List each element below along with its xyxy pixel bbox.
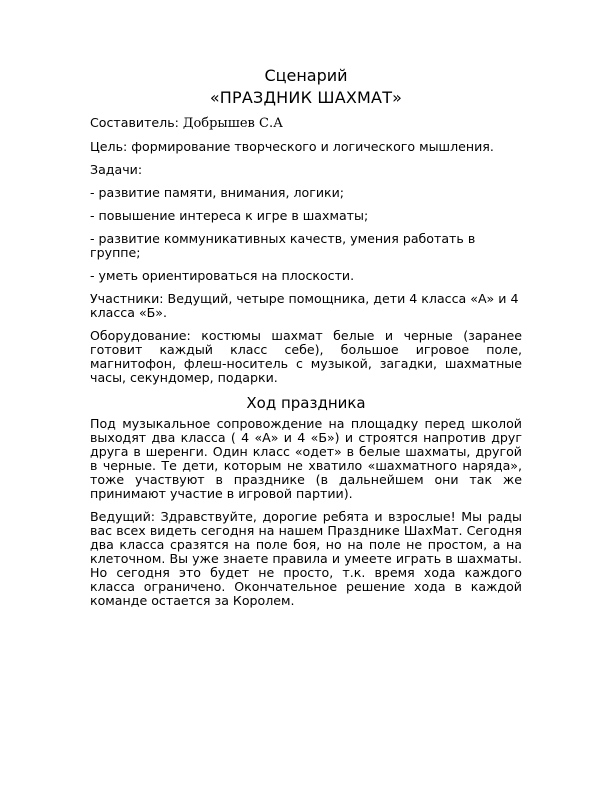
document-page [90,66,522,617]
author-label: Составитель: [90,115,183,130]
document-heading: Сценарий [264,66,348,85]
body-paragraph: Под музыкальное сопровождение на площадку перед школой выходят два класса ( 4 «А» и 4 «Б») и строятся напротив друг друга в шеренги. Один класс «одет» в белые шахматы, другой в черные. Те дети, которым не хватило «шахматного наряда», тоже участвуют в празднике (в дальнейшем они так же принимают участие в игровой партии). [90,416,522,501]
task-item: - уметь ориентироваться на плоскости. [90,268,355,283]
tasks-label: Задачи: [90,162,143,177]
goal-paragraph: Цель: формирование творческого и логического мышления. [90,139,494,154]
author-name: Добрышев С.А [182,116,283,131]
equipment-paragraph: Оборудование: костюмы шахмат белые и черные (заранее готовит каждый класс себе), большое игровое поле, магнитофон, флеш-носитель с музыкой, загадки, шахматные часы, секундомер, подарки. [90,328,522,385]
task-item: - повышение интереса к игре в шахматы; [90,208,369,223]
body-paragraph: Ведущий: Здравствуйте, дорогие ребята и взрослые! Мы рады вас всех видеть сегодня на нашем Празднике ШахМат. Сегодня два класса сразятся на поле боя, но на поле не простом, а на клеточном. Вы уже знаете правила и умеете играть в шахматы. Но сегодня это будет не просто, т.к. время хода каждого класса ограничено. Окончательное решение хода в каждой команде остается за Королем. [90,509,522,608]
section-heading: Ход праздника [246,394,366,412]
participants-paragraph: Участники: Ведущий, четыре помощника, дети 4 класса «А» и 4 класса «Б». [90,291,519,320]
author-line [90,116,522,131]
document-title: «ПРАЗДНИК ШАХМАТ» [209,88,403,107]
task-item: - развитие коммуникативных качеств, умения работать в группе; [90,231,476,260]
task-item: - развитие памяти, внимания, логики; [90,185,345,200]
